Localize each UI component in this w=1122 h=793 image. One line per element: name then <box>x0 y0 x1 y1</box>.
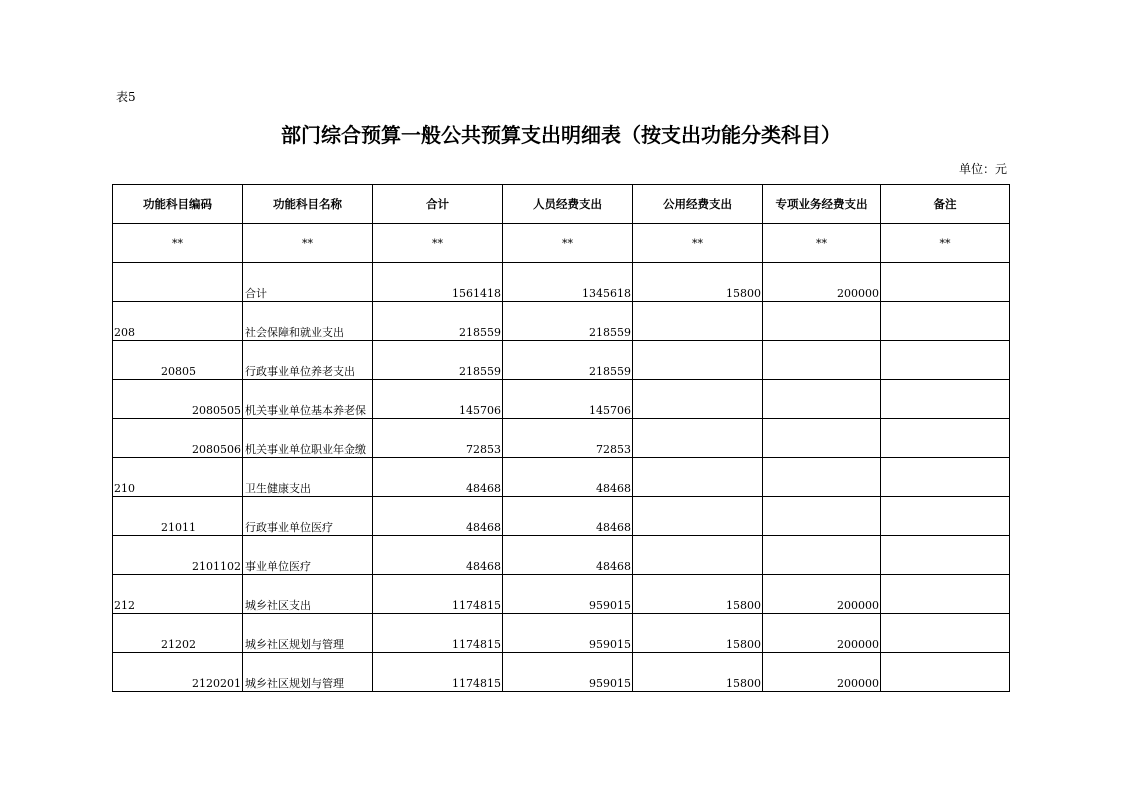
column-header-remark: 备注 <box>881 185 1010 224</box>
special-cell <box>763 302 881 341</box>
function-name-cell: 行政事业单位养老支出 <box>243 341 373 380</box>
personnel-cell: 48468 <box>503 458 633 497</box>
table-number-label: 表5 <box>116 90 136 104</box>
placeholder-row <box>113 224 1010 263</box>
remark-cell <box>881 497 1010 536</box>
personnel-cell: 959015 <box>503 614 633 653</box>
function-code-cell <box>113 497 243 536</box>
unit-label: 单位：元 <box>958 162 1007 176</box>
total-cell: 1174815 <box>373 575 503 614</box>
column-header-name: 功能科目名称 <box>243 185 373 224</box>
remark-cell <box>881 380 1010 419</box>
placeholder-cell: ** <box>243 224 373 263</box>
personnel-cell: 145706 <box>503 380 633 419</box>
total-cell: 48468 <box>373 458 503 497</box>
table-row <box>113 614 1010 653</box>
special-cell: 200000 <box>763 653 881 692</box>
personnel-cell: 218559 <box>503 341 633 380</box>
function-name-cell: 卫生健康支出 <box>243 458 373 497</box>
function-code-cell <box>113 380 243 419</box>
remark-cell <box>881 302 1010 341</box>
table-row <box>113 263 1010 302</box>
column-header-public: 公用经费支出 <box>633 185 763 224</box>
public-cell: 15800 <box>633 653 763 692</box>
function-code-cell <box>113 302 243 341</box>
remark-cell <box>881 341 1010 380</box>
remark-cell <box>881 458 1010 497</box>
special-cell <box>763 380 881 419</box>
special-cell <box>763 419 881 458</box>
total-cell: 72853 <box>373 419 503 458</box>
function-code-cell <box>113 263 243 302</box>
function-name-cell: 城乡社区规划与管理 <box>243 614 373 653</box>
table-row <box>113 419 1010 458</box>
table-row <box>113 575 1010 614</box>
public-cell <box>633 536 763 575</box>
public-cell <box>633 458 763 497</box>
placeholder-cell: ** <box>763 224 881 263</box>
column-header-total: 合计 <box>373 185 503 224</box>
function-code: 208 <box>114 326 135 339</box>
page-title: 部门综合预算一般公共预算支出明细表（按支出功能分类科目） <box>281 123 841 147</box>
total-cell: 218559 <box>373 341 503 380</box>
function-name-cell: 城乡社区支出 <box>243 575 373 614</box>
table-row <box>113 380 1010 419</box>
special-cell <box>763 497 881 536</box>
function-code-cell <box>113 458 243 497</box>
public-cell <box>633 341 763 380</box>
public-cell: 15800 <box>633 614 763 653</box>
function-code-cell <box>113 575 243 614</box>
personnel-cell: 72853 <box>503 419 633 458</box>
remark-cell <box>881 263 1010 302</box>
function-code: 2101102 <box>192 560 241 573</box>
personnel-cell: 48468 <box>503 536 633 575</box>
special-cell: 200000 <box>763 263 881 302</box>
personnel-cell: 1345618 <box>503 263 633 302</box>
public-cell <box>633 419 763 458</box>
function-name-cell: 合计 <box>243 263 373 302</box>
special-cell <box>763 458 881 497</box>
placeholder-cell: ** <box>881 224 1010 263</box>
special-cell: 200000 <box>763 575 881 614</box>
special-cell: 200000 <box>763 614 881 653</box>
function-name-cell: 机关事业单位基本养老保 <box>243 380 373 419</box>
function-code: 212 <box>114 599 135 612</box>
special-cell <box>763 536 881 575</box>
function-code-cell <box>113 536 243 575</box>
table-row <box>113 458 1010 497</box>
personnel-cell: 959015 <box>503 653 633 692</box>
total-cell: 48468 <box>373 536 503 575</box>
column-header-special: 专项业务经费支出 <box>763 185 881 224</box>
function-name-cell: 事业单位医疗 <box>243 536 373 575</box>
personnel-cell: 218559 <box>503 302 633 341</box>
function-name-cell: 行政事业单位医疗 <box>243 497 373 536</box>
column-header-code: 功能科目编码 <box>113 185 243 224</box>
public-cell <box>633 380 763 419</box>
remark-cell <box>881 575 1010 614</box>
function-code-cell <box>113 614 243 653</box>
total-cell: 1561418 <box>373 263 503 302</box>
header-row <box>113 185 1010 224</box>
function-name-cell: 社会保障和就业支出 <box>243 302 373 341</box>
public-cell <box>633 497 763 536</box>
function-code-cell <box>113 419 243 458</box>
remark-cell <box>881 614 1010 653</box>
personnel-cell: 48468 <box>503 497 633 536</box>
budget-table <box>112 184 1010 692</box>
table-row <box>113 302 1010 341</box>
total-cell: 1174815 <box>373 653 503 692</box>
placeholder-cell: ** <box>113 224 243 263</box>
remark-cell <box>881 653 1010 692</box>
total-cell: 1174815 <box>373 614 503 653</box>
placeholder-cell: ** <box>503 224 633 263</box>
function-name-cell: 城乡社区规划与管理 <box>243 653 373 692</box>
function-code: 21011 <box>161 521 196 534</box>
function-code-cell <box>113 341 243 380</box>
public-cell: 15800 <box>633 263 763 302</box>
function-name-cell: 机关事业单位职业年金缴 <box>243 419 373 458</box>
table-row <box>113 536 1010 575</box>
table-row <box>113 341 1010 380</box>
total-cell: 218559 <box>373 302 503 341</box>
function-code: 20805 <box>161 365 196 378</box>
public-cell: 15800 <box>633 575 763 614</box>
function-code: 210 <box>114 482 135 495</box>
public-cell <box>633 302 763 341</box>
personnel-cell: 959015 <box>503 575 633 614</box>
special-cell <box>763 341 881 380</box>
column-header-personnel: 人员经费支出 <box>503 185 633 224</box>
table-row <box>113 497 1010 536</box>
placeholder-cell: ** <box>633 224 763 263</box>
remark-cell <box>881 536 1010 575</box>
function-code: 21202 <box>161 638 196 651</box>
table-row <box>113 653 1010 692</box>
function-code-cell <box>113 653 243 692</box>
remark-cell <box>881 419 1010 458</box>
placeholder-cell: ** <box>373 224 503 263</box>
total-cell: 48468 <box>373 497 503 536</box>
total-cell: 145706 <box>373 380 503 419</box>
function-code: 2080505 <box>192 404 241 417</box>
function-code: 2120201 <box>192 677 241 690</box>
function-code: 2080506 <box>192 443 241 456</box>
